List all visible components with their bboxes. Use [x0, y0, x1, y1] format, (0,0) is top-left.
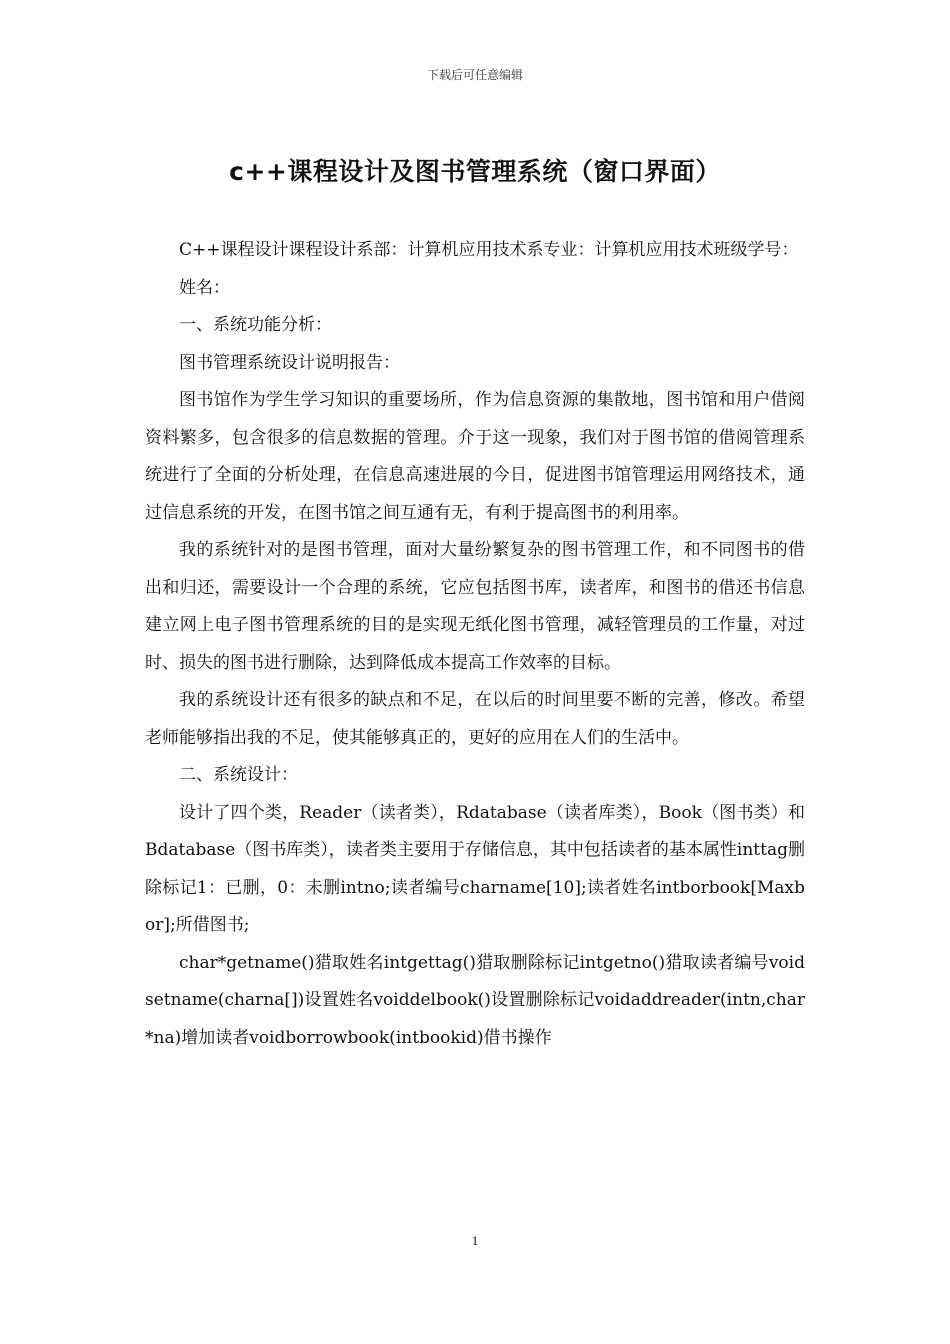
page-header: 下载后可任意编辑	[426, 68, 523, 82]
section-heading-system-design: 二、系统设计：	[179, 765, 298, 785]
document-title: c++课程设计及图书管理系统（窗口界面）	[229, 157, 721, 186]
paragraph-name: 姓名：	[179, 277, 230, 298]
paragraph-course-info: C++课程设计课程设计系部：计算机应用技术系专业：计算机应用技术班级学号：	[179, 240, 799, 260]
paragraph-library-intro: 图书馆作为学生学习知识的重要场所，作为信息资源的集散地，图书馆和用户借阅资料繁多，包含很多的信息数据的管理。介于这一现象，我们对于图书馆的借阅管理系统进行了全面的分析处理，在信息高速进展的今日，促进图书馆管理运用网络技术，通过信息系统的开发，在图书馆之间互通有无，有利于提高图书的利用率。	[145, 390, 805, 523]
paragraph-shortcomings: 我的系统设计还有很多的缺点和不足，在以后的时间里要不断的完善，修改。希望老师能够指出我的不足，使其能够真正的，更好的应用在人们的生活中。	[145, 690, 805, 748]
paragraph-system-target: 我的系统针对的是图书管理，面对大量纷繁复杂的图书管理工作，和不同图书的借出和归还，需要设计一个合理的系统，它应包括图书库，读者库，和图书的借还书信息建立网上电子图书管理系统的目的是实现无纸化图书管理，减轻管理员的工作量，对过时、损失的图书进行删除，达到降低成本提高工作效率的目标。	[145, 540, 805, 673]
document-body	[145, 232, 805, 1057]
paragraph-class-design: 设计了四个类，Reader（读者类），Rdatabase（读者库类），Book（图书类）和Bdatabase（图书库类），读者类主要用于存储信息，其中包括读者的基本属性inttag删除标记1：已删，0：未删intno;读者编号charname[10];读者姓名intborbook[Maxbor];所借图书;	[145, 802, 805, 935]
paragraph-report-title: 图书管理系统设计说明报告：	[179, 352, 400, 373]
page-number: 1	[471, 1233, 479, 1248]
paragraph-reader-methods: char*getname()猎取姓名intgettag()猎取删除标记intgetno()猎取读者编号voidsetname(charna[])设置姓名voiddelbook()设置删除标记voidaddreader(intn,char*na)增加读者voidborrowbook(intbookid)借书操作	[145, 952, 805, 1048]
section-heading-function-analysis: 一、系统功能分析：	[179, 315, 332, 335]
